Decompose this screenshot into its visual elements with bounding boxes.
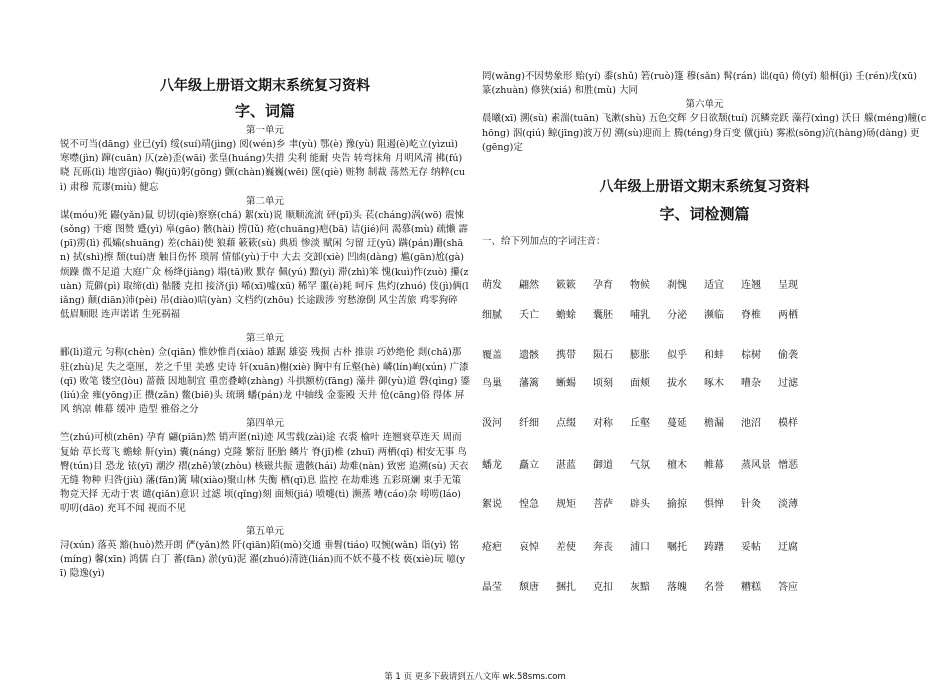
unit-3-words: 郦(lì)道元 匀称(chèn) 佥(qiān) 惟妙惟肖(xiào) 雄踞 雄姿 残损 古朴 推崇 巧妙绝伦 剡(chǎ)那 驻(zhù)足 失之毫厘，差之千里 美感 史诗 轩(xuān)榭(xiè) 胸中有丘壑(hè) 嶙(lín)峋(xún) 广漆(qī) 败笔 镂空(lòu) 蔷薇 因地制宜 重峦叠嶂(zhàng) 斗拱额枋(fāng) 藻井 御(yù)道 磬(qìng) 鎏(liú)金 雍(yōng)正 攒(zǎn) 鳖(biē)头 琉璃 蟠(pán)龙 中轴线 金銮殿 天井 伧(cāng)俗 得体 屏风 纳凉 帷幕 缓冲 造型 雅俗之分 [60, 347, 470, 416]
test-subtitle: 字、词检测篇 [659, 205, 750, 224]
left-column [60, 0, 470, 581]
word-cell: 蟠龙 [482, 460, 502, 471]
word-row [482, 306, 927, 321]
word-row [482, 456, 927, 471]
word-cell: 偷袭 [778, 350, 798, 361]
document-title: 八年级上册语文期末系统复习资料 [160, 78, 370, 94]
word-cell: 淡薄 [778, 499, 798, 510]
word-cell: 差使 [556, 542, 576, 553]
word-cell: 两栖 [778, 310, 798, 321]
word-cell: 簌簌 [556, 280, 576, 291]
word-cell: 适宜 [704, 280, 724, 291]
word-cell: 矗立 [519, 460, 539, 471]
word-cell: 囊胚 [593, 310, 613, 321]
unit-5-words: 浔(xún) 落英 豁(huò)然开朗 俨(yǎn)然 阡(qiān)陌(mò)交通 垂髫(tiáo) 叹惋(wǎn) 诣(yì) 铭(míng) 馨(xīn) 鸿儒 白丁 蕃(fān) 淤(yū)泥 濯(zhuó)清涟(lián)而不妖不蔓不枝 亵(xiè)玩 噫(yī) 隐逸(yì) [60, 539, 466, 580]
right-column [482, 0, 927, 249]
word-cell: 脊椎 [741, 310, 761, 321]
word-cell: 气氛 [630, 460, 650, 471]
word-row [482, 578, 927, 593]
word-cell: 呈现 [778, 280, 798, 291]
word-cell: 鸟巢 [482, 378, 502, 389]
word-cell: 惶急 [519, 499, 539, 510]
word-cell: 惧惮 [704, 499, 724, 510]
word-cell: 湛蓝 [556, 460, 576, 471]
word-cell: 纤细 [519, 418, 539, 429]
word-cell: 夭亡 [519, 310, 539, 321]
word-cell: 遗骸 [519, 350, 539, 361]
word-cell: 细腻 [482, 310, 502, 321]
word-row [482, 374, 927, 389]
word-cell: 膨胀 [630, 350, 650, 361]
word-cell: 辟头 [630, 499, 650, 510]
word-cell: 连翘 [741, 280, 761, 291]
word-row [482, 495, 927, 510]
unit-heading-3: 第三单元 [245, 333, 284, 345]
word-row [482, 538, 927, 553]
unit-1-words: 锐不可当(dāng) 业已(yǐ) 绥(suí)靖(jìng) 阅(wén)乡 聿(yù) 鄂(è) 豫(yù) 阻遏(è)屹立(yìzuì) 寒噤(jìn) 蹿(cuān) 仄(zè)歪(wāi) 张皇(huáng)失措 尖利 能耐 央告 转弯抹角 月明风清 拂(fú)晓 瓦砾(lì) 地窖(jiào) 鞠(jū)躬(gōng) 颤(chàn)巍巍(wēi) 箧(qiè) 赃物 制裁 荡然无存 纳粹(cuì) 肃穆 荒谬(miù) 健忘 [60, 139, 465, 193]
word-cell: 妥帖 [741, 542, 761, 553]
word-cell: 晶莹 [482, 582, 502, 593]
word-cell: 灰黯 [630, 582, 650, 593]
unit-heading-2: 第二单元 [245, 195, 284, 207]
word-cell: 物候 [630, 280, 650, 291]
word-cell: 过滤 [778, 378, 798, 389]
word-cell: 池沼 [741, 418, 761, 429]
word-cell: 汲河 [482, 418, 502, 429]
word-cell: 蜥蜴 [556, 378, 576, 389]
word-cell: 檐漏 [704, 418, 724, 429]
word-cell: 嘈杂 [741, 378, 761, 389]
unit-heading-4: 第四单元 [245, 418, 284, 430]
word-cell: 帷幕 [704, 460, 724, 471]
word-cell: 哀悼 [519, 542, 539, 553]
word-cell: 颓唐 [519, 582, 539, 593]
unit-5-words-continued: 罔(wǎng)不因势象形 贻(yí) 黍(shǔ) 箬(ruò)篷 穆(sǎn) 髯(rán) 诎(qū) 倚(yǐ) 船桐(jì) 壬(rén)戌(xū) 篆(zhuàn) 修狭(xiá) 和胜(mù) 大同 [482, 71, 917, 97]
word-cell: 携带 [556, 350, 576, 361]
word-cell: 憎恶 [778, 460, 798, 471]
word-cell: 蔓延 [667, 418, 687, 429]
exercise-instruction: 一、给下列加点的字词注音： [482, 236, 606, 248]
word-cell: 濒临 [704, 310, 724, 321]
word-row [482, 276, 927, 291]
word-cell: 翩然 [519, 280, 539, 291]
word-cell: 棕树 [741, 350, 761, 361]
word-cell: 对称 [593, 418, 613, 429]
word-cell: 捆扎 [556, 582, 576, 593]
unit-4-words: 竺(zhú)可桢(zhēn) 孕育 翩(piān)然 销声匿(nì)迹 风雪载(zài)途 衣裘 榆叶 连翘衰草连天 周而复始 草长莺飞 蟾蜍 鼾(yìn) 囊(náng) 克隆 繁衍 胚胎 鳞片 脊(jǐ)椎 (zhuī) 两栖(qī) 相安无事 鸟臀(tún)目 恐龙 铱(yī) 潮汐 褶(zhě)皱(zhòu) 核磁共振 遗骸(hái) 劫难(nàn) 致密 追溯(sù) 天衣无缝 物种 归咎(jiù) 藩(fān)篱 啸(xiào)聚山林 失衡 栖(qī)息 监控 在劫难逃 五彩斑斓 束手无策 物竞天择 无动于衷 谴(qiǎn)意识 过滤 顷(qǐng)刻 面颊(jiá) 喷嚏(tì) 濒蒸 嘈(cáo)杂 唠唠(láo)叨叨(dāo) 充耳不闻 视而不见 [60, 432, 469, 515]
word-cell: 踌躇 [704, 542, 724, 553]
word-cell: 啄木 [704, 378, 724, 389]
word-row [482, 414, 927, 429]
page-footer: 第 1 页 更多下载请到五八文库 wk.58sms.com [384, 672, 566, 682]
word-cell: 奔丧 [593, 542, 613, 553]
word-cell: 顷刻 [593, 378, 613, 389]
unit-6-words: 晨曦(xī) 溯(sù) 素湍(tuān) 飞漱(shù) 五色交辉 夕日欲颓(tuí) 沉鳞竞跃 藻荇(xìng) 沃日 艨(méng)艟(chōng) 泅(qiú) 鲸(jīng)波万仞 溯(sù)迎而上 腾(téng)身百变 僦(jiù) 雾凇(sōng)沆(hàng)砀(dàng) 更(gēng)定 [482, 113, 927, 153]
word-cell: 藩篱 [519, 378, 539, 389]
word-cell: 迂腐 [778, 542, 798, 553]
word-cell: 答应 [778, 582, 798, 593]
word-cell: 点缀 [556, 418, 576, 429]
word-cell: 蒸风景 [741, 460, 771, 471]
word-cell: 拔水 [667, 378, 687, 389]
word-cell: 落魄 [667, 582, 687, 593]
word-cell: 疮疤 [482, 542, 502, 553]
word-cell: 檀木 [667, 460, 687, 471]
word-row [482, 346, 927, 361]
word-cell: 丘壑 [630, 418, 650, 429]
word-cell: 和蚌 [704, 350, 724, 361]
word-cell: 揄掠 [667, 499, 687, 510]
unit-heading-5: 第五单元 [245, 525, 284, 537]
word-cell: 覆盖 [482, 350, 502, 361]
word-cell: 萌发 [482, 280, 502, 291]
unit-heading-6: 第六单元 [685, 99, 724, 111]
word-cell: 刹愧 [667, 280, 687, 291]
unit-heading-1: 第一单元 [245, 125, 284, 136]
word-cell: 面颊 [630, 378, 650, 389]
word-cell: 名誉 [704, 582, 724, 593]
word-cell: 针灸 [741, 499, 761, 510]
unit-2-words: 谋(móu)死 鼹(yǎn)鼠 切切(qiè)察察(chá) 絮(xù)说 顺顺流流 砰(pī)头 苌(cháng)涡(wō) 震悚(sǒng) 干瘪 图赞 蹙(yì) 皋(gāo) 骸(hài) 捞(lǔ) 疮(chuāng)疤(bā) 诘(jié)问 渴慕(mù) 疏懒 霹(pī)雳(lì) 孤孀(shuāng) 差(chāi)使 狼藉 簌簌(sù) 典质 惨淡 赋闲 匀留 迂(yū) 蹒(pán)跚(shān) 拭(shì)擦 颓(tuí)唐 触目伤怀 琐屑 情郁(yù)于中 大去 交卸(xiè) 凹凼(dàng) 尴(gān)尬(gà) 烦躁 微不足道 大庭广众 杨绛(jiàng) 塌(tā)败 默存 佩(yú) 黯(yì) 滞(zhì)笨 愧(kuì)怍(zuò) 攥(zuàn) 荒僻(pì) 取缔(dì) 骷髅 克扣 接济(jì) 唏(xī)嘘(xū) 稀罕 噩(è)耗 呵斥 焦灼(zhuó) 伎(jì)俩(liǎng) 颠(diān)沛(pèi) 吊(diào)唁(yàn) 文档约(zhōu) 长途跋涉 穷愁潦倒 风尘苦旅 鸡零狗碎 低眉顺眼 连声诺诺 生死祸福 [60, 209, 469, 321]
word-cell: 模样 [778, 418, 798, 429]
word-cell: 浦口 [630, 542, 650, 553]
word-cell: 糟糕 [741, 582, 761, 593]
word-cell: 规矩 [556, 499, 576, 510]
word-cell: 克扣 [593, 582, 613, 593]
word-cell: 御道 [593, 460, 613, 471]
word-cell: 哺乳 [630, 310, 650, 321]
word-cell: 蟾蜍 [556, 310, 576, 321]
test-title: 八年级上册语文期末系统复习资料 [599, 179, 810, 196]
word-cell: 分泌 [667, 310, 687, 321]
word-cell: 似乎 [667, 350, 687, 361]
word-cell: 嘱托 [667, 542, 687, 553]
word-cell: 陨石 [593, 350, 613, 361]
word-cell: 孕育 [593, 280, 613, 291]
word-cell: 絮说 [482, 499, 502, 510]
document-subtitle: 字、词篇 [234, 102, 295, 120]
word-cell: 菩萨 [593, 499, 613, 510]
